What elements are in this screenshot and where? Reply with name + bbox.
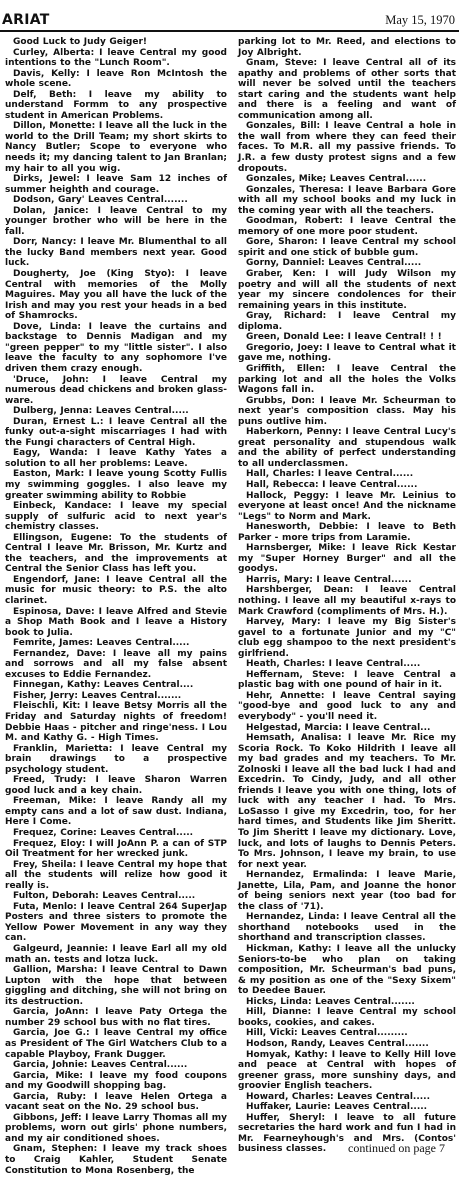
will-entry: Gorny, Danniel: Leaves Central..... <box>246 258 422 269</box>
will-entry: Engendorf, Jane: I leave Central all the music for music theory: to P.S. the alto clarinet. <box>5 574 227 606</box>
will-entry: Frequez, Corine: Leaves Central..... <box>13 828 194 839</box>
continued-note: continued on page 7 <box>348 1141 445 1155</box>
will-entry: Gonzales, Theresa: I leave Barbara Gore with all my school books and my luck in the coming year with all the teachers. <box>238 184 456 216</box>
will-entry: Green, Donald Lee: I leave Central! ! ! <box>246 332 442 343</box>
will-entry: Gnam, Steve: I leave Central all of its apathy and problems of other sorts that will never be solved until the teachers start caring and the students want help and there is a feeling and want of communication among all. <box>238 58 456 121</box>
will-entry: 'Druce, John: I leave Central my numerous dead chickens and broken glass-ware. <box>5 374 227 406</box>
will-entry: Haberkorn, Penny: I leave Central Lucy's great personality and stupendous walk and the ability of perfect understanding to all underclassmen. <box>238 427 456 469</box>
will-entry: Gregorio, Joey: I leave to Central what it gave me, nothing. <box>238 342 456 364</box>
will-entry: Helgestad, Marcia: I leave Central... <box>246 722 431 733</box>
will-entry: Hill, Dianne: I leave Central my school books, cookies, and cakes. <box>238 1007 456 1028</box>
will-entry: Gonzales, Mike; Leaves Central...... <box>246 174 427 185</box>
will-entry: Delf, Beth: I leave my ability to understand Formm to any prospective student in American Problems. <box>5 89 227 121</box>
will-entry: Davis, Kelly: I leave Ron McIntosh the whole scene. <box>5 68 227 90</box>
will-entry: Griffith, Ellen: I leave Central the parking lot and all the holes the Volks Wagons fall in. <box>238 363 456 396</box>
left-column <box>5 37 227 1176</box>
will-entry: Finnegan, Kathy: Leaves Central.... <box>13 680 194 691</box>
will-entry: Gore, Sharon: I leave Central my school spirit and one stick of bubble gum. <box>238 237 456 258</box>
will-entry: Dougherty, Joe (King Styo): I leave Central with memories of the Molly Maguires. May you all have the luck of the Irish and may you rest your heads in a bed of Shamrocks. <box>5 269 227 322</box>
will-entry: Fernandez, Dave: I leave all my pains and sorrows and all my false absent excuses to Eddie Fernandez. <box>5 648 227 680</box>
will-entry: Garcia, Joe G.: I leave Central my office as President of The Girl Watchers Club to a capable Playboy, Frank Dugger. <box>5 1028 227 1060</box>
will-entry: Gray, Richard: I leave Central my diploma. <box>238 311 456 332</box>
page-header <box>0 0 459 30</box>
issue-date: May 15, 1970 <box>385 13 455 27</box>
will-entry: Hemsath, Analisa: I leave Mr. Rice my Scoria Rock. To Koko Hildrith I leave all my bad grades and my teachers. To Mr. Zolnoski I leave all the bad luck I had and Excedrin. To Cindy, Judy, and all other friends I leave you with one thing, lots of luck with any teacher I had. To Mrs. LoSasso I give my Excedrin, too, for her hard times, and Students like Jim Sheritt. To Jim Sheritt I leave my dictionary. Love, luck, and lots of laughs to Dennis Peters. To Mrs. Johnson, I leave my brain, to use for next year. <box>238 733 456 870</box>
will-entry: Freeman, Mike: I leave Randy all my empty cans and a lot of saw dust. Indiana, Here I Come. <box>5 796 227 828</box>
will-entry: Huffer, Sheryl: I leave to all future secretaries the hard work and fun I had in Mr. Fearneyhough's and Mrs. (Contos' business classes. <box>238 1112 456 1155</box>
will-entry: Goodman, Robert: I leave Central the memory of one more poor student. <box>238 216 456 237</box>
will-entry: Fisher, Jerry: Leaves Central....... <box>13 690 182 701</box>
will-entry: Gallion, Marsha: I leave Central to Dawn Lupton with the hope that between giggling and ditching, she will not bring on its destruction. <box>5 965 227 1007</box>
will-entry: Dillon, Monette: I leave all the luck in the world to the Drill Team; my short skirts to Nancy Butler; Scope to everyone who needs it; my dancing talent to Jan Branlan; my hair to all you wig. <box>5 121 227 174</box>
will-entry: Hehr, Annette: I leave Central saying "good-bye and good luck to any and everybody" - you'll need it. <box>238 690 456 722</box>
will-entry: Duran, Ernest L.: I leave Central all the funky out-a-sight miscarriages I had with the Fungi characters of Central High. <box>5 416 227 448</box>
will-entry: Harnsberger, Mike: I leave Rick Kestar my "Super Horney Burger" and all the goodys. <box>238 543 456 575</box>
will-entry: Eagy, Wanda: I leave Kathy Yates a solution to all her problems: Leave. <box>5 448 227 469</box>
will-entry: Dorr, Nancy: I leave Mr. Blumenthal to all the lucky Band members next year. Good luck. <box>5 237 227 269</box>
will-entry: Heffernam, Steve: I leave Central a plastic bag with one pound of hair in it. <box>238 669 456 691</box>
will-entry: Einbeck, Kandace: I leave my special supply of sulfuric acid to next year's chemistry classes. <box>5 501 227 533</box>
will-entry: Ellingson, Eugene: To the students of Central I leave Mr. Brisson, Mr. Kurtz and the teachers, and the improvements at Central the Senior Class has left you. <box>5 532 227 575</box>
will-entry: Howard, Charles: Leaves Central..... <box>246 1091 431 1102</box>
will-entry: Hall, Charles: I leave Central...... <box>246 469 414 480</box>
will-entry: Harshberger, Dean: I leave Central nothing. I leave all my beautiful x-rays to Mark Crawford (compliments of Mrs. H.). <box>238 585 456 617</box>
will-entry: Grubbs, Don: I leave Mr. Scheurman to next year's composition class. May his puns outlive him. <box>238 395 456 427</box>
will-entry: Dolan, Janice: I leave Central to my younger brother who will be here in the fall. <box>5 205 227 237</box>
will-entry: Hickman, Kathy: I leave all the unlucky Seniors-to-be who plan on taking composition, Mr. Scheurman's bad puns, & my position as one of the "Sexy Sixem" to Deedee Bauer. <box>238 944 456 997</box>
will-entry: Good Luck to Judy Geiger! <box>13 37 148 47</box>
will-entry: Galgeurd, Jeannie: I leave Earl all my old math an. tests and lotza luck. <box>5 944 227 965</box>
will-entry: Garcia, JoAnn: I leave Paty Ortega the number 29 school bus with no flat tires. <box>5 1007 227 1028</box>
will-entry: Femrite, James: Leaves Central..... <box>13 638 190 649</box>
will-entry: Gibbons, Jeff: I leave Larry Thomas all my problems, worn out girls' phone numbers, and my air conditioned shoes. <box>5 1112 227 1144</box>
will-entry: Garcia, Johnie: Leaves Central...... <box>13 1060 188 1071</box>
will-entry: Hall, Rebecca: I leave Central...... <box>246 479 418 490</box>
will-entry: Hodson, Randy, Leaves Central....... <box>246 1038 429 1049</box>
will-entry: Freed, Trudy: I leave Sharon Warren good luck and a key chain. <box>5 775 227 796</box>
will-entry: Hernandez, Linda: I leave Central all the shorthand notebooks used in the shorthand and transcription classes. <box>238 912 456 944</box>
will-entry: parking lot to Mr. Reed, and elections to Joy Albright. <box>238 37 456 58</box>
will-entry: Homyak, Kathy: I leave to Kelly Hill love and peace at Central with hopes of greener grass, more sunshiny days, and groovier English teachers. <box>238 1049 456 1092</box>
will-entry: Garcia, Mike: I leave my food coupons and my Goodwill shopping bag. <box>5 1070 227 1092</box>
will-entry: Easton, Mark: I leave young Scotty Fullis my swimming goggles. I also leave my greater swimming ability to Robbie <box>5 469 227 501</box>
right-column <box>238 37 456 1155</box>
will-entry: Garcia, Ruby: I leave Helen Ortega a vacant seat on the No. 29 school bus. <box>5 1091 227 1113</box>
will-entry: Hicks, Linda: Leaves Central....... <box>246 996 415 1007</box>
will-entry: Hanesworth, Debbie: I leave to Beth Parker - more trips from Laramie. <box>238 522 456 543</box>
will-entry: Hill, Vicki: Leaves Central......... <box>246 1028 408 1039</box>
will-entry: Hallock, Peggy: I leave Mr. Leinius to everyone at least once! And the nickname "Legs" to Norm and Mark. <box>238 490 456 522</box>
will-entry: Dodson, Gary' Leaves Central....... <box>13 195 188 206</box>
publication-name: ARIAT <box>2 12 50 28</box>
will-entry: Frequez, Eloy: I will JoAnn P. a can of STP Oil Treatment for her wrecked junk. <box>5 838 227 860</box>
will-entry: Frey, Sheila: I leave Central my hope that all the students will relize how good it really is. <box>5 859 227 891</box>
will-entry: Heath, Charles: I leave Central..... <box>246 659 421 670</box>
will-entry: Curley, Alberta: I leave Central my good intentions to the "Lunch Room". <box>5 47 227 69</box>
will-entry: Futa, Menlo: I leave Central 264 SuperJap Posters and three sisters to promote the Yellow Power Movement in any way they can. <box>5 901 227 944</box>
will-entry: Fulton, Deborah: Leaves Central..... <box>13 891 196 902</box>
will-entry: Dulberg, Jenna: Leaves Central..... <box>13 406 189 417</box>
will-entry: Gnam, Stephen: I leave my track shoes to Craig Kahler, Student Senate Constitution to Mona Rosenberg, the <box>5 1144 227 1176</box>
will-entry: Dove, Linda: I leave the curtains and backstage to Dennis Madigan and my "green pepper" to my "little sister". I also leave the faculty to any sophomore I've driven them crazy enough. <box>5 321 227 374</box>
will-entry: Fleischli, Kit: I leave Betsy Morris all the Friday and Saturday nights of freedom! Debbie Haas - pitcher and ringe'ness. I Lou M. and Kathy G. - High Times. <box>5 701 227 744</box>
will-entry: Harris, Mary: I leave Central...... <box>246 574 412 585</box>
will-entry: Gonzales, Bill: I leave Central a hole in the wall from where they can feed their faces. To M.R. all my passive friends. To J.R. a few dusty protest signs and a few dropouts. <box>238 121 456 174</box>
will-entry: Dirks, Jewel: I leave Sam 12 inches of summer heighth and courage. <box>5 174 227 195</box>
will-entry: Franklin, Marietta: I leave Central my brain drawings to a prospective psychology student. <box>5 743 227 775</box>
will-entry: Espinosa, Dave: I leave Alfred and Stevie a Shop Math Book and I leave a History book to Julia. <box>5 606 227 638</box>
will-entry: Harvey, Mary: I leave my Big Sister's gavel to a fortunate Junior and my "C" club egg shampoo to the next president's girlfriend. <box>238 617 456 659</box>
header-rule <box>0 30 459 32</box>
will-entry: Hernandez, Ermalinda: I leave Marie, Janette, Lila, Pam, and Joanne the honor of being seniors next year (too bad for the class of '71). <box>238 870 456 912</box>
will-entry: Graber, Ken: I will Judy Wilson my poetry and will all the students of next year my sincere condolences for their remaining years in this institute. <box>238 269 456 311</box>
will-entry: Huffaker, Laurie: Leaves Central..... <box>246 1102 428 1113</box>
